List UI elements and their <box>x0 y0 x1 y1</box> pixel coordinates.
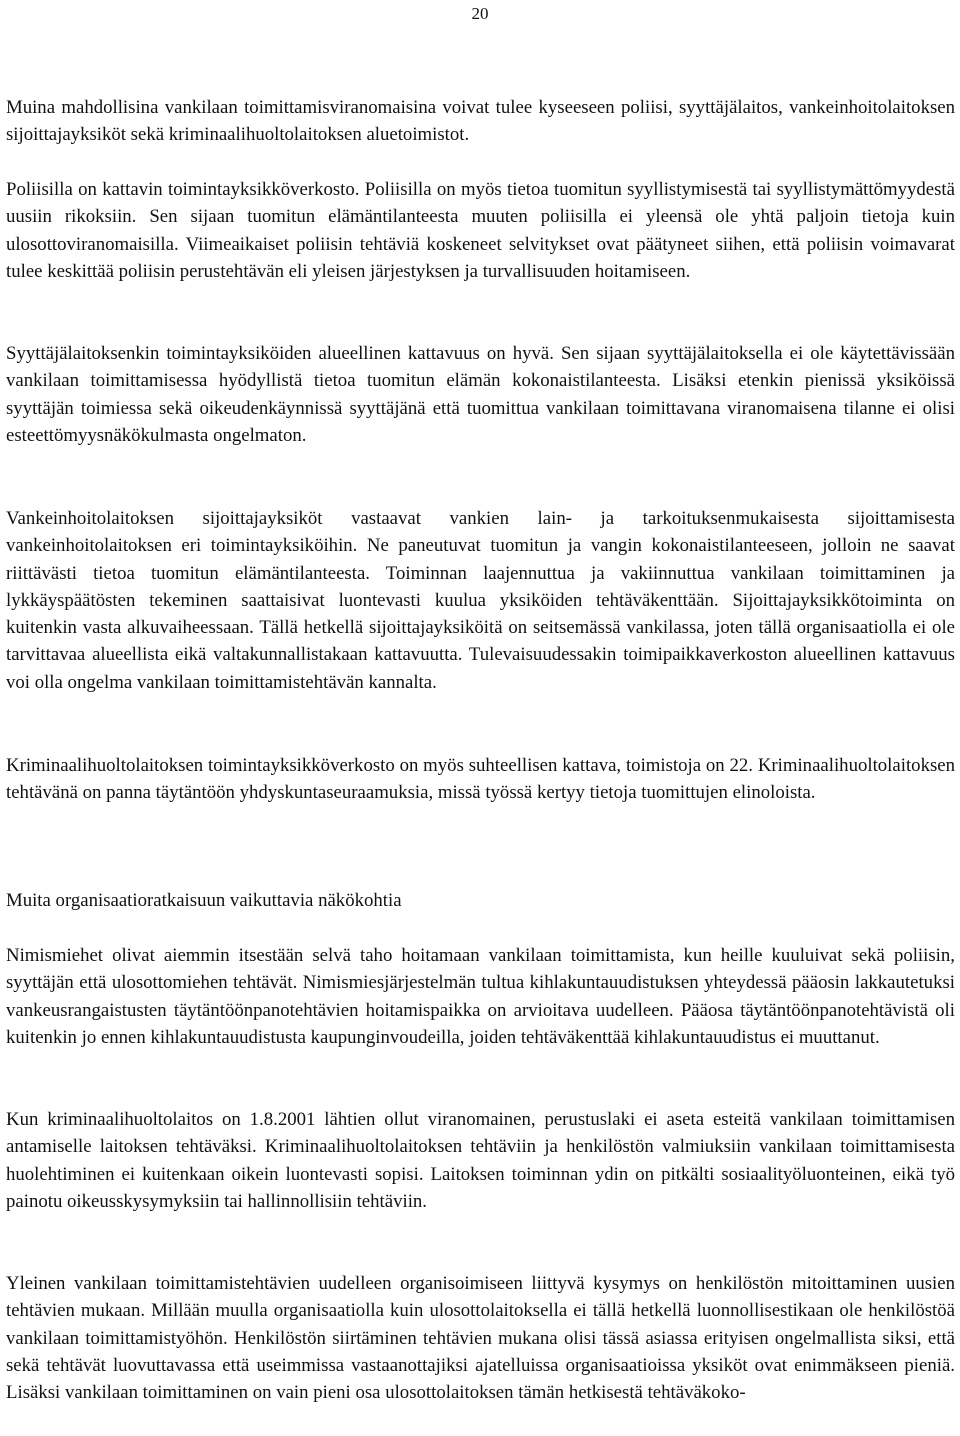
paragraph-probation-authority: Kun kriminaalihuoltolaitos on 1.8.2001 lähtien ollut viranomainen, perustuslaki ei aseta esteitä vankilaan toimittamisen antamiselle laitoksen tehtäväksi. Kriminaalihuoltolaitoksen tehtäviin ja henkilöstön valmiuksiin vankilaan toimittamisesta huolehtiminen ei kuitenkaan oikein luontevasti sopisi. Laitoksen toiminnan ydin on pitkälti sosiaalityöluonteinen, eikä työ painotu oikeusskysymyksiin tai hallinnollisiin tehtäviin. <box>6 1109 955 1212</box>
paragraph-police: Poliisilla on kattavin toimintayksikköverkosto. Poliisilla on myös tietoa tuomitun syyllistymisestä tai syyllistymättömyydestä uusiin rikoksiin. Sen sijaan tuomitun elämäntilanteesta muuten poliisilla ei yleensä ole yhtä paljoin tietoja kuin ulosottoviranomaisilla. Viimeaikaiset poliisin tehtäviä koskeneet selvitykset ovat päätyneet siihen, että poliisin voimavarat tulee keskittää poliisin perustehtävän eli yleisen järjestyksen ja turvallisuuden hoitamiseen. <box>6 179 955 282</box>
paragraph-staffing: Yleinen vankilaan toimittamistehtävien uudelleen organisoimiseen liittyvä kysymys on henkilöstön mitoittaminen uusien tehtävien mukaan. Millään muulla organisaatiolla kuin ulosottolaitoksella ei tällä hetkellä luonnollisestikaan ole henkilöstöä vankilaan toimittamistyöhön. Henkilöstön siirtäminen tehtävien mukana olisi tässä asiassa erityisen ongelmallista siksi, että sekä tehtävät luovuttavassa että useimmissa vastaanottajiksi ajatelluissa organisaatioissa yksiköt ovat enimmäkseen pieniä. Lisäksi vankilaan toimittaminen on vain pieni osa ulosottolaitoksen tämän hetkisestä tehtäväkoko- <box>6 1273 955 1404</box>
paragraph-prosecution: Syyttäjälaitoksenkin toimintayksiköiden alueellinen kattavuus on hyvä. Sen sijaan syyttäjälaitoksella ei ole käytettävissään vankilaan toimittamisessa hyödyllistä tietoa tuomitun elämän kokonaistilanteesta. Lisäksi etenkin pienissä yksiköissä syyttäjän toimiessa sekä oikeudenkäynnissä syyttäjänä että tuomittua vankilaan toimittavana viranomaisena tilanne ei olisi esteettömyysnäkökulmasta ongelmaton. <box>6 343 955 446</box>
paragraph-enforcement-authorities: Muina mahdollisina vankilaan toimittamisviranomaisina voivat tulee kyseeseen poliisi, syyttäjälaitos, vankeinhoitolaitoksen sijoittajayksiköt sekä kriminaalihuoltolaitoksen aluetoimistot. <box>6 97 955 146</box>
paragraph-probation-service: Kriminaalihuoltolaitoksen toimintayksikköverkosto on myös suhteellisen kattava, toimistoja on 22. Kriminaalihuoltolaitoksen tehtävänä on panna täytäntöön yhdyskuntaseuraamuksia, missä työssä kertyy tietoja tuomittujen elinoloista. <box>6 755 955 804</box>
paragraph-sheriffs: Nimismiehet olivat aiemmin itsestään selvä taho hoitamaan vankilaan toimittamista, kun heille kuuluivat sekä poliisin, syyttäjän että ulosottomiehen tehtävät. Nimismiesjärjestelmän tultua kihlakuntauudistuksen yhteydessä pääosin lakkautetuksi vankeusrangaistusten täytäntöönpanotehtävien hoitamispaikka on arvioitava uudelleen. Pääosa täytäntöönpanotehtävistä oli kuitenkin jo ennen kihlakuntauudistusta kaupunginvoudeilla, joiden tehtäväkenttää kihlakuntauudistus ei muuttanut. <box>6 945 955 1048</box>
paragraph-prison-placement: Vankeinhoitolaitoksen sijoittajayksiköt vastaavat vankien lain- ja tarkoituksenmukaisesta sijoittamisesta vankeinhoitolaitoksen eri toimintayksiköihin. Ne paneutuvat tuomitun ja vangin kokonaistilanteeseen, jolloin ne saavat riittävästi tietoa tuomitun elämäntilanteesta. Toiminnan laajennuttua ja vakiinnuttua vankilaan toimittaminen ja lykkäyspäätösten tekeminen saattaisivat luontevasti kuulua yksiköiden tehtäväkenttään. Sijoittajayksikkötoiminta on kuitenkin vasta alkuvaiheessaan. Tällä hetkellä sijoittajayksiköitä on seitsemässä vankilassa, joten tällä organisaatiolla ei ole tarvittavaa alueellista eikä valtakunnallistakaan kattavuutta. Tulevaisuudessakin toimipaikkaverkoston alueellinen kattavuus voi olla ongelma vankilaan toimittamistehtävän kannalta. <box>6 508 955 693</box>
section-heading: Muita organisaatioratkaisuun vaikuttavia näkökohtia <box>6 890 402 911</box>
page-number: 20 <box>471 4 489 23</box>
